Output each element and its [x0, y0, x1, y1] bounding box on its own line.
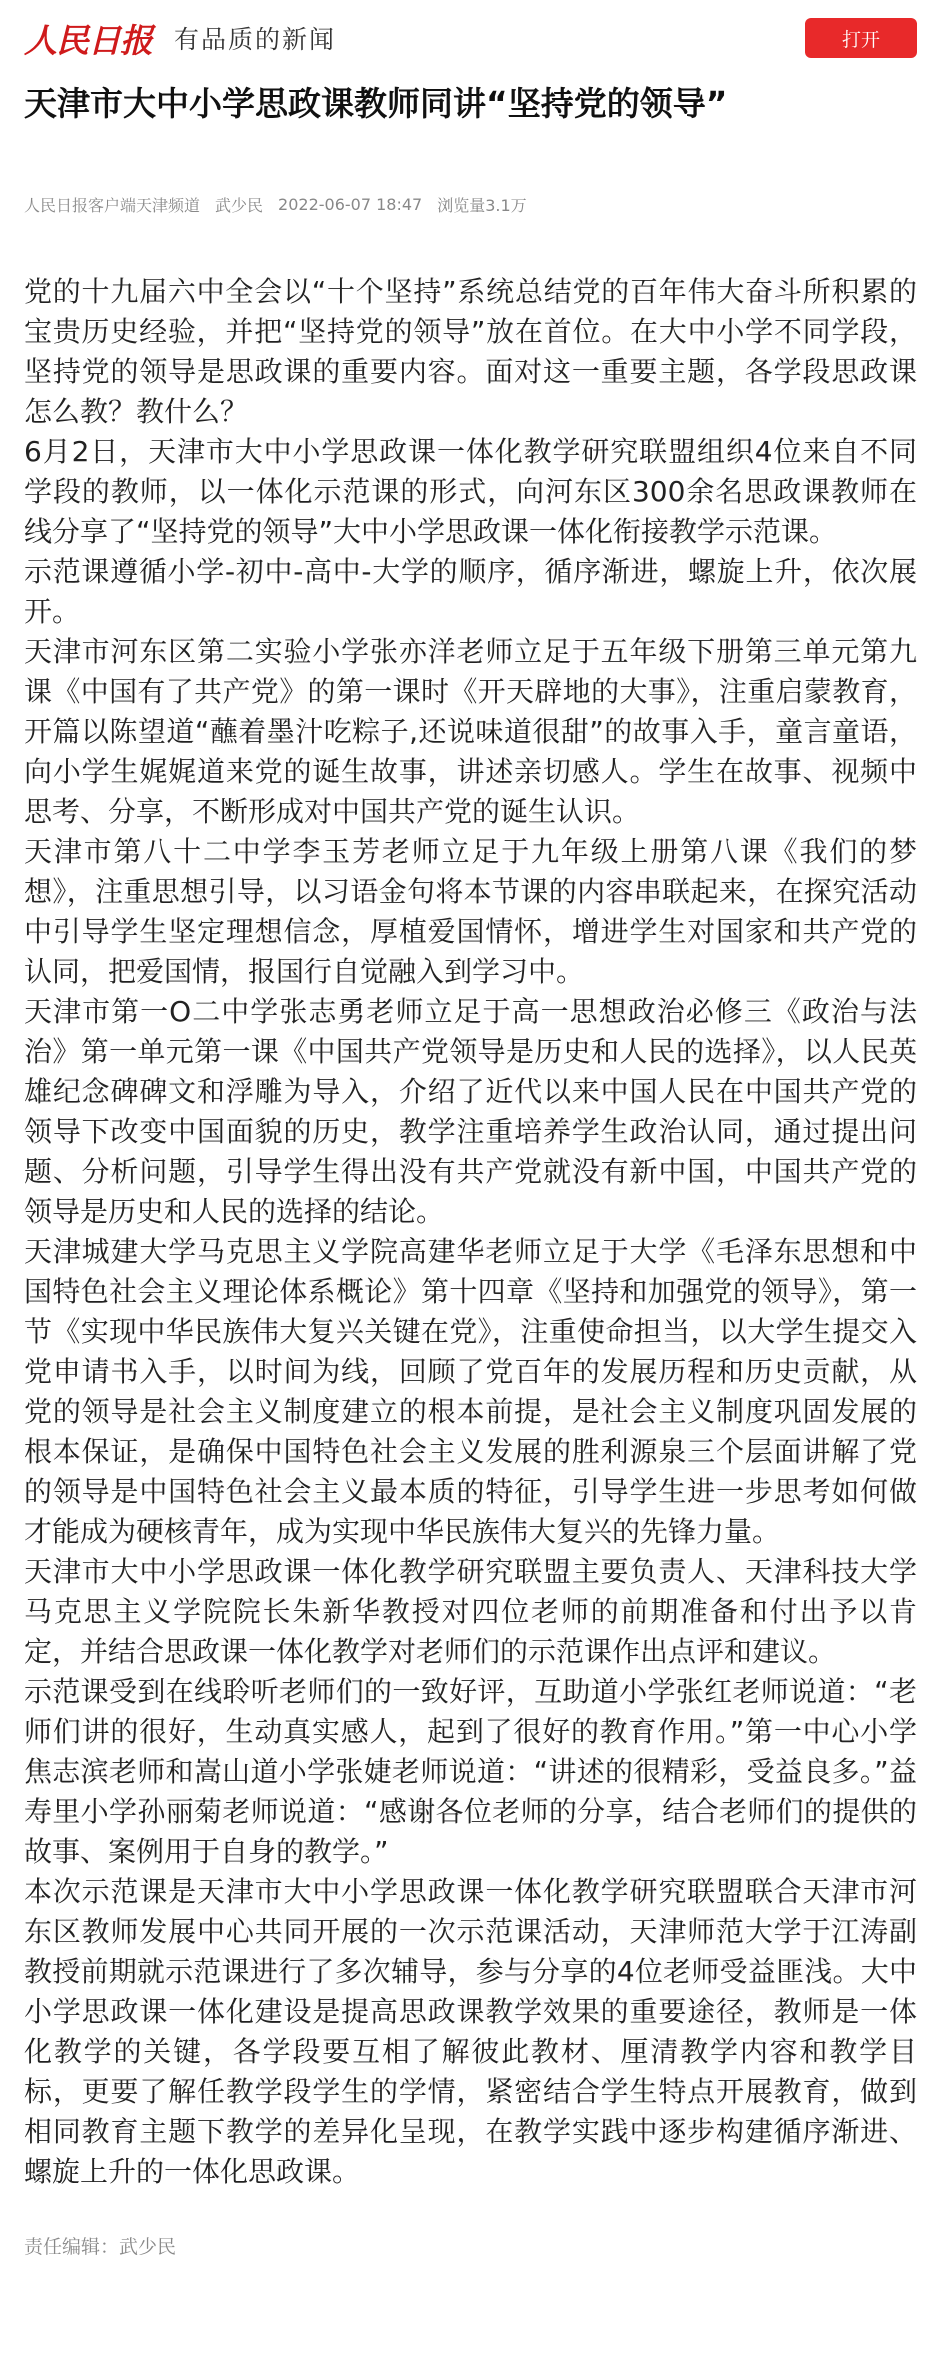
article-paragraph: 示范课受到在线聆听老师们的一致好评，互助道小学张红老师说道：“老师们讲的很好，生动真实感人，起到了很好的教育作用。”第一中心小学焦志滨老师和嵩山道小学张婕老师说道：“讲述的很精彩，受益良多。”益寿里小学孙丽菊老师说道：“感谢各位老师的分享，结合老师们的提供的故事、案例用于自身的教学。”	[24, 1675, 917, 1868]
article-body	[0, 224, 941, 2192]
article-paragraph: 党的十九届六中全会以“十个坚持”系统总结党的百年伟大奋斗所积累的宝贵历史经验，并把“坚持党的领导”放在首位。在大中小学不同学段，坚持党的领导是思政课的重要内容。面对这一重要主题，各学段思政课怎么教？教什么？	[24, 275, 917, 428]
article-paragraph: 天津市河东区第二实验小学张亦洋老师立足于五年级下册第三单元第九课《中国有了共产党》的第一课时《开天辟地的大事》，注重启蒙教育，开篇以陈望道“蘸着墨汁吃粽子,还说味道很甜”的故事入手，童言童语，向小学生娓娓道来党的诞生故事，讲述亲切感人。学生在故事、视频中思考、分享，不断形成对中国共产党的诞生认识。	[24, 635, 917, 828]
article-views: 浏览量3.1万	[437, 195, 527, 215]
open-app-button[interactable]: 打开	[805, 18, 917, 58]
article-title: 天津市大中小学思政课教师同讲“坚持党的领导”	[24, 84, 728, 123]
article-paragraph: 6月2日，天津市大中小学思政课一体化教学研究联盟组织4位来自不同学段的教师，以一体化示范课的形式，向河东区300余名思政课教师在线分享了“坚持党的领导”大中小学思政课一体化衔接教学示范课。	[24, 435, 917, 548]
article-paragraph: 天津市第一O二中学张志勇老师立足于高一思想政治必修三《政治与法治》第一单元第一课《中国共产党领导是历史和人民的选择》，以人民英雄纪念碑碑文和浮雕为导入，介绍了近代以来中国人民在中国共产党的领导下改变中国面貌的历史，教学注重培养学生政治认同，通过提出问题、分析问题，引导学生得出没有共产党就没有新中国，中国共产党的领导是历史和人民的选择的结论。	[24, 995, 917, 1228]
people-daily-logo[interactable]: 人民日报	[24, 20, 152, 60]
article-paragraph: 本次示范课是天津市大中小学思政课一体化教学研究联盟联合天津市河东区教师发展中心共同开展的一次示范课活动，天津师范大学于江涛副教授前期就示范课进行了多次辅导，参与分享的4位老师受益匪浅。大中小学思政课一体化建设是提高思政课教学效果的重要途径，教师是一体化教学的关键，各学段要互相了解彼此教材、厘清教学内容和教学目标，更要了解任教学段学生的学情，紧密结合学生特点开展教育，做到相同教育主题下教学的差异化呈现，在教学实践中逐步构建循序渐进、螺旋上升的一体化思政课。	[24, 1875, 917, 2188]
article-paragraph: 天津市第八十二中学李玉芳老师立足于九年级上册第八课《我们的梦想》，注重思想引导，以习语金句将本节课的内容串联起来，在探究活动中引导学生坚定理想信念，厚植爱国情怀，增进学生对国家和共产党的认同，把爱国情，报国行自觉融入到学习中。	[24, 835, 917, 988]
header-slogan: 有品质的新闻	[174, 25, 337, 54]
article-paragraph: 天津市大中小学思政课一体化教学研究联盟主要负责人、天津科技大学马克思主义学院院长朱新华教授对四位老师的前期准备和付出予以肯定，并结合思政课一体化教学对老师们的示范课作出点评和建议。	[24, 1555, 917, 1668]
article-author: 武少民	[215, 195, 264, 215]
top-bar	[0, 0, 941, 76]
article-paragraph: 示范课遵循小学-初中-高中-大学的顺序，循序渐进，螺旋上升，依次展开。	[24, 555, 917, 628]
article-datetime: 2022-06-07 18:47	[278, 194, 423, 214]
article-paragraph: 天津城建大学马克思主义学院高建华老师立足于大学《毛泽东思想和中国特色社会主义理论体系概论》第十四章《坚持和加强党的领导》，第一节《实现中华民族伟大复兴关键在党》，注重使命担当，以大学生提交入党申请书入手，以时间为线，回顾了党百年的发展历程和历史贡献，从党的领导是社会主义制度建立的根本前提，是社会主义制度巩固发展的根本保证，是确保中国特色社会主义发展的胜利源泉三个层面讲解了党的领导是中国特色社会主义最本质的特征，引导学生进一步思考如何做才能成为硬核青年，成为实现中华民族伟大复兴的先锋力量。	[24, 1235, 917, 1548]
article-meta	[0, 184, 941, 224]
article-source: 人民日报客户端天津频道	[24, 195, 201, 215]
responsible-editor: 责任编辑：武少民	[24, 2236, 177, 2258]
